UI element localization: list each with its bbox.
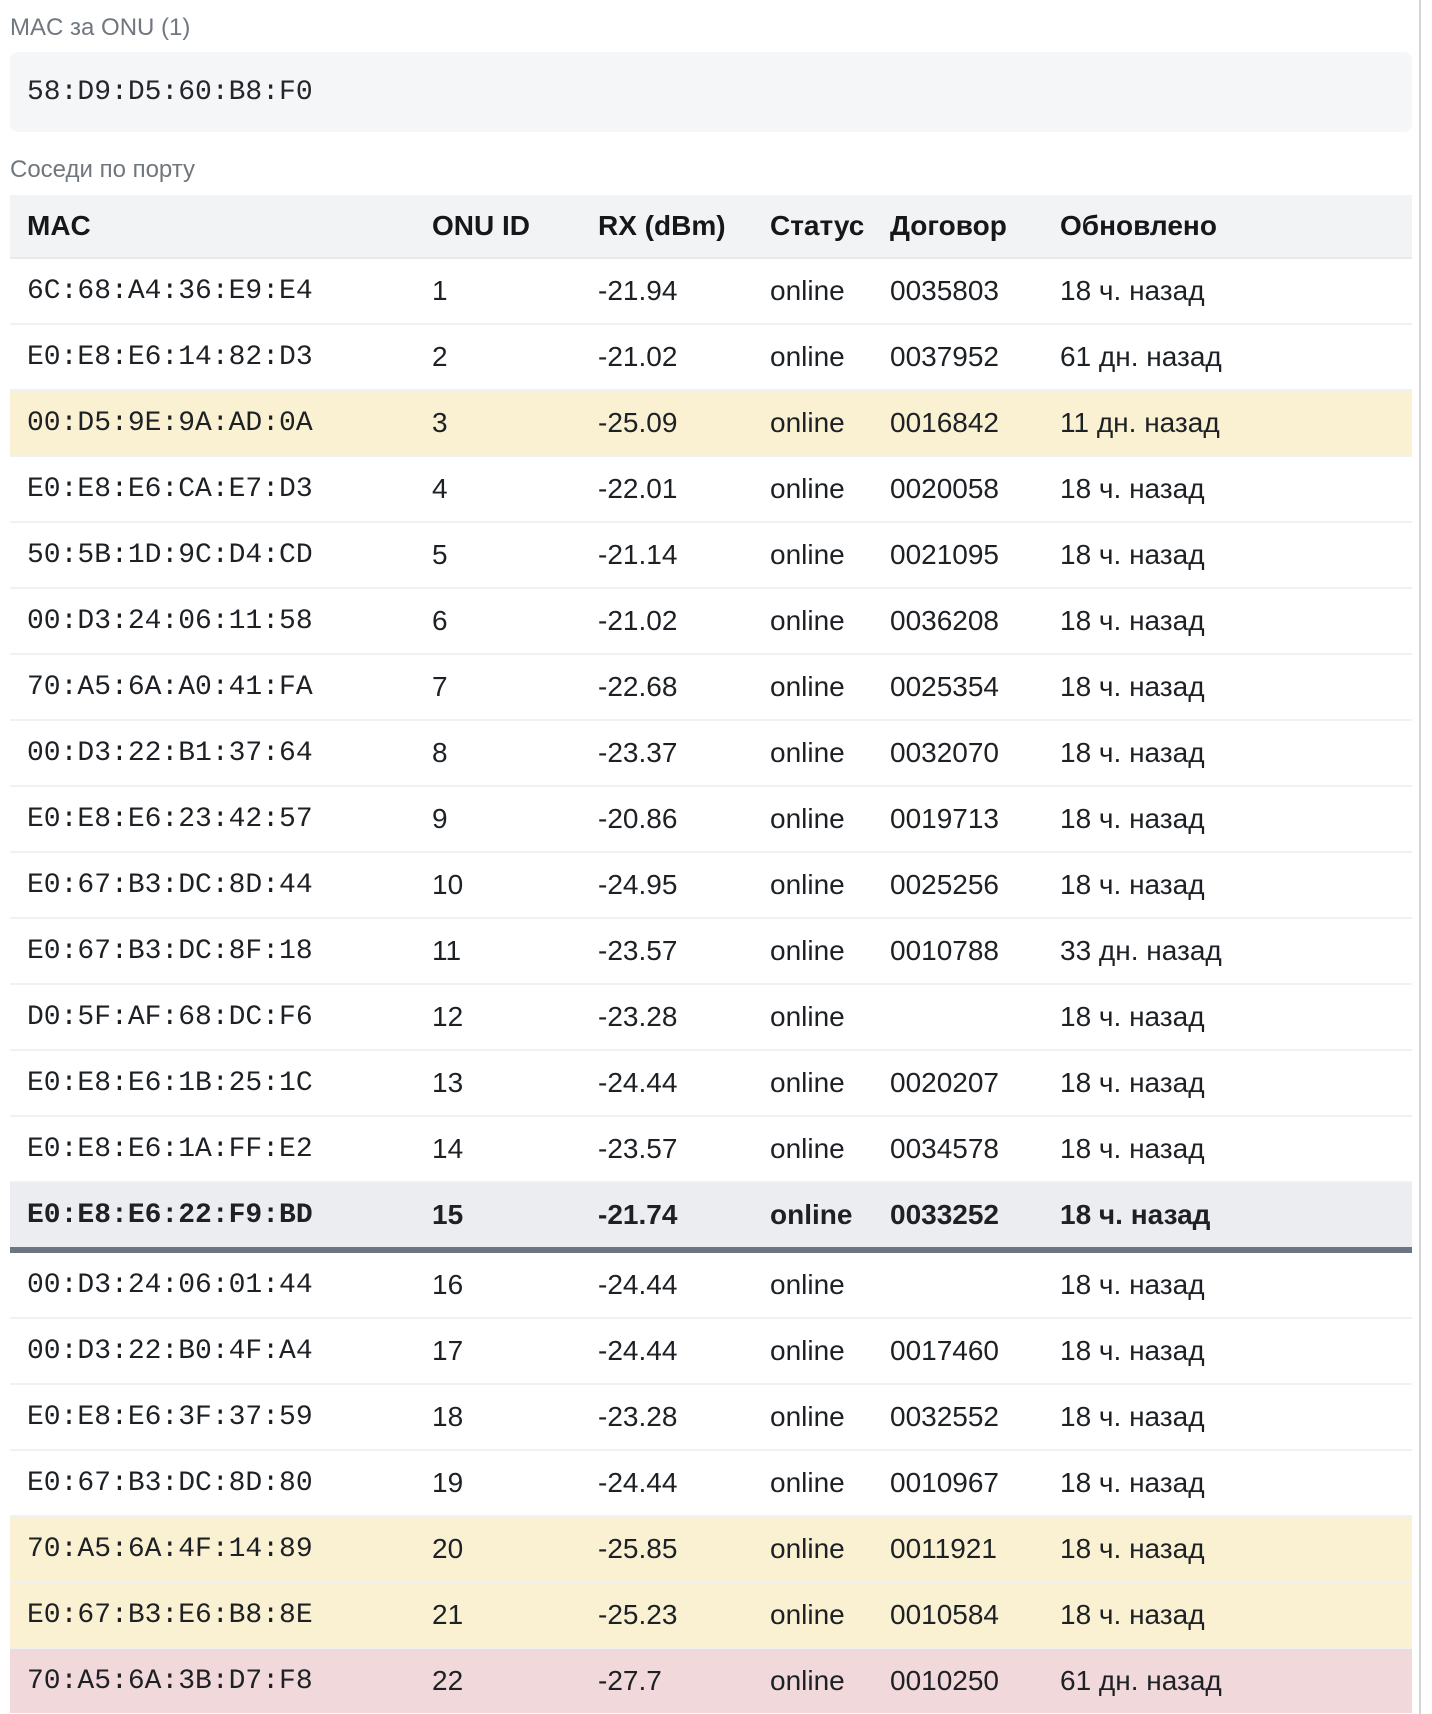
cell-onu-id: 3: [415, 390, 581, 456]
cell-contract: 0010788: [873, 918, 1043, 984]
neighbor-row[interactable]: [10, 1516, 1412, 1582]
cell-contract: [873, 1250, 1043, 1318]
cell-rx: -22.68: [581, 654, 753, 720]
cell-updated: 18 ч. назад: [1043, 1450, 1412, 1516]
cell-rx: -24.95: [581, 852, 753, 918]
cell-rx: -23.37: [581, 720, 753, 786]
cell-onu-id: 5: [415, 522, 581, 588]
page-right-divider: [1419, 0, 1421, 1714]
cell-status: online: [753, 1250, 873, 1318]
neighbor-row[interactable]: [10, 456, 1412, 522]
cell-contract: 0025354: [873, 654, 1043, 720]
neighbor-row[interactable]: [10, 588, 1412, 654]
cell-updated: 18 ч. назад: [1060, 275, 1205, 306]
neighbor-row[interactable]: [10, 1250, 1412, 1318]
cell-status: online: [753, 786, 873, 852]
cell-onu-id: 2: [415, 324, 581, 390]
cell-rx: -22.01: [581, 456, 753, 522]
cell-updated: 18 ч. назад: [1043, 654, 1412, 720]
mac-for-onu-box: [10, 52, 1412, 132]
cell-status: online: [770, 275, 845, 306]
cell-updated: 18 ч. назад: [1043, 1250, 1412, 1318]
cell-updated: 18 ч. назад: [1043, 1182, 1412, 1250]
mac-for-onu-value: 58:D9:D5:60:B8:F0: [27, 76, 313, 108]
cell-rx: -27.7: [581, 1648, 753, 1713]
cell-updated: 18 ч. назад: [1043, 1116, 1412, 1182]
cell-status: online: [753, 654, 873, 720]
column-header-onu-id: ONU ID: [415, 195, 581, 258]
cell-mac: E0:E8:E6:1B:25:1C: [10, 1050, 415, 1116]
neighbor-row[interactable]: [10, 1182, 1412, 1250]
cell-mac: E0:E8:E6:CA:E7:D3: [10, 456, 415, 522]
cell-contract: 0020207: [873, 1050, 1043, 1116]
cell-onu-id: 6: [415, 588, 581, 654]
cell-updated: 18 ч. назад: [1043, 1318, 1412, 1384]
cell-rx: -23.57: [581, 1116, 753, 1182]
cell-onu-id: 13: [415, 1050, 581, 1116]
cell-contract: 0037952: [873, 324, 1043, 390]
neighbors-table-body: [10, 258, 1412, 1713]
cell-mac: E0:E8:E6:22:F9:BD: [10, 1182, 415, 1250]
cell-status: online: [753, 1384, 873, 1450]
cell-onu-id: 18: [415, 1384, 581, 1450]
neighbor-row[interactable]: [10, 258, 1412, 324]
cell-mac: 00:D3:22:B0:4F:A4: [10, 1318, 415, 1384]
neighbor-row[interactable]: [10, 918, 1412, 984]
cell-mac: E0:E8:E6:3F:37:59: [10, 1384, 415, 1450]
column-header-status: Статус: [753, 195, 873, 258]
cell-contract: 0016842: [873, 390, 1043, 456]
cell-onu-id: 1: [432, 275, 448, 306]
neighbor-row[interactable]: [10, 522, 1412, 588]
neighbors-table: [10, 195, 1412, 1713]
cell-contract: 0017460: [873, 1318, 1043, 1384]
cell-status: online: [753, 1450, 873, 1516]
cell-rx: -25.85: [581, 1516, 753, 1582]
cell-onu-id: 16: [415, 1250, 581, 1318]
cell-status: online: [753, 1582, 873, 1648]
page-content: [10, 0, 1412, 1713]
cell-mac: E0:E8:E6:23:42:57: [10, 786, 415, 852]
neighbors-section-label: Соседи по порту: [10, 156, 196, 183]
column-header-contract: Договор: [873, 195, 1043, 258]
cell-mac: E0:67:B3:DC:8D:80: [10, 1450, 415, 1516]
cell-mac: 70:A5:6A:A0:41:FA: [10, 654, 415, 720]
cell-contract: 0032552: [873, 1384, 1043, 1450]
cell-contract: 0021095: [873, 522, 1043, 588]
cell-onu-id: 22: [415, 1648, 581, 1713]
cell-status: online: [753, 852, 873, 918]
cell-updated: 18 ч. назад: [1043, 786, 1412, 852]
cell-updated: 18 ч. назад: [1043, 1516, 1412, 1582]
cell-mac: E0:67:B3:DC:8F:18: [10, 918, 415, 984]
cell-rx: -24.44: [581, 1050, 753, 1116]
neighbor-row[interactable]: [10, 984, 1412, 1050]
cell-updated: 18 ч. назад: [1043, 456, 1412, 522]
cell-updated: 18 ч. назад: [1043, 984, 1412, 1050]
cell-onu-id: 20: [415, 1516, 581, 1582]
cell-updated: 33 дн. назад: [1043, 918, 1412, 984]
cell-rx: -24.44: [581, 1250, 753, 1318]
cell-onu-id: 15: [415, 1182, 581, 1250]
cell-updated: 18 ч. назад: [1043, 522, 1412, 588]
cell-contract: 0010584: [873, 1582, 1043, 1648]
cell-status: online: [753, 324, 873, 390]
cell-contract: 0035803: [890, 275, 1000, 306]
cell-rx: -25.23: [581, 1582, 753, 1648]
cell-updated: 18 ч. назад: [1043, 1384, 1412, 1450]
cell-onu-id: 8: [415, 720, 581, 786]
cell-onu-id: 9: [415, 786, 581, 852]
cell-status: online: [753, 522, 873, 588]
cell-rx: -23.28: [581, 1384, 753, 1450]
cell-onu-id: 17: [415, 1318, 581, 1384]
cell-rx: -21.74: [581, 1182, 753, 1250]
cell-status: online: [753, 1050, 873, 1116]
cell-contract: 0010967: [873, 1450, 1043, 1516]
cell-onu-id: 4: [415, 456, 581, 522]
cell-status: online: [753, 1182, 873, 1250]
cell-contract: 0019713: [873, 786, 1043, 852]
cell-onu-id: 14: [415, 1116, 581, 1182]
cell-status: online: [753, 1648, 873, 1713]
neighbor-row[interactable]: [10, 1318, 1412, 1384]
neighbor-row[interactable]: [10, 654, 1412, 720]
mac-for-onu-label: MAC за ONU (1): [10, 14, 191, 41]
cell-rx: -23.28: [581, 984, 753, 1050]
cell-status: online: [753, 720, 873, 786]
cell-onu-id: 10: [415, 852, 581, 918]
neighbor-row[interactable]: [10, 390, 1412, 456]
cell-mac: 70:A5:6A:3B:D7:F8: [10, 1648, 415, 1713]
cell-mac: 00:D3:24:06:11:58: [10, 588, 415, 654]
cell-mac: 00:D5:9E:9A:AD:0A: [10, 390, 415, 456]
cell-mac: 00:D3:22:B1:37:64: [10, 720, 415, 786]
cell-mac: 6C:68:A4:36:E9:E4: [27, 275, 313, 307]
cell-mac: 70:A5:6A:4F:14:89: [10, 1516, 415, 1582]
cell-contract: 0034578: [873, 1116, 1043, 1182]
neighbor-row[interactable]: [10, 1050, 1412, 1116]
cell-rx: -25.09: [581, 390, 753, 456]
column-header-mac: MAC: [10, 195, 415, 258]
cell-rx: -21.14: [581, 522, 753, 588]
neighbor-row[interactable]: [10, 1384, 1412, 1450]
cell-rx: -24.44: [581, 1318, 753, 1384]
neighbor-row[interactable]: [10, 1116, 1412, 1182]
cell-rx: -21.02: [581, 324, 753, 390]
cell-updated: 61 дн. назад: [1043, 324, 1412, 390]
cell-updated: 11 дн. назад: [1043, 390, 1412, 456]
cell-contract: [873, 984, 1043, 1050]
neighbors-table-header-row: [10, 195, 1412, 258]
cell-mac: D0:5F:AF:68:DC:F6: [10, 984, 415, 1050]
cell-contract: 0010250: [873, 1648, 1043, 1713]
cell-onu-id: 11: [415, 918, 581, 984]
column-header-rx: RX (dBm): [581, 195, 753, 258]
cell-mac: E0:67:B3:E6:B8:8E: [10, 1582, 415, 1648]
cell-contract: 0025256: [873, 852, 1043, 918]
cell-mac: E0:E8:E6:1A:FF:E2: [10, 1116, 415, 1182]
cell-mac: 50:5B:1D:9C:D4:CD: [10, 522, 415, 588]
cell-contract: 0020058: [873, 456, 1043, 522]
cell-rx: -21.02: [581, 588, 753, 654]
cell-status: online: [753, 1318, 873, 1384]
cell-updated: 18 ч. назад: [1043, 852, 1412, 918]
neighbor-row[interactable]: [10, 1582, 1412, 1648]
cell-onu-id: 12: [415, 984, 581, 1050]
neighbor-row[interactable]: [10, 1450, 1412, 1516]
cell-updated: 18 ч. назад: [1043, 1050, 1412, 1116]
cell-updated: 18 ч. назад: [1043, 720, 1412, 786]
cell-rx: -23.57: [581, 918, 753, 984]
cell-rx: -24.44: [581, 1450, 753, 1516]
cell-contract: 0036208: [873, 588, 1043, 654]
cell-status: online: [753, 1516, 873, 1582]
cell-updated: 18 ч. назад: [1043, 1582, 1412, 1648]
cell-contract: 0032070: [873, 720, 1043, 786]
cell-status: online: [753, 588, 873, 654]
cell-updated: 18 ч. назад: [1043, 588, 1412, 654]
cell-updated: 61 дн. назад: [1043, 1648, 1412, 1713]
neighbor-row[interactable]: [10, 1648, 1412, 1713]
column-header-updated: Обновлено: [1043, 195, 1412, 258]
cell-status: online: [753, 984, 873, 1050]
cell-mac: 00:D3:24:06:01:44: [10, 1250, 415, 1318]
neighbor-row[interactable]: [10, 786, 1412, 852]
cell-onu-id: 7: [415, 654, 581, 720]
cell-contract: 0011921: [873, 1516, 1043, 1582]
neighbor-row[interactable]: [10, 852, 1412, 918]
cell-onu-id: 21: [415, 1582, 581, 1648]
cell-mac: E0:67:B3:DC:8D:44: [10, 852, 415, 918]
cell-status: online: [753, 1116, 873, 1182]
cell-contract: 0033252: [873, 1182, 1043, 1250]
neighbor-row[interactable]: [10, 720, 1412, 786]
cell-rx: -20.86: [581, 786, 753, 852]
cell-mac: E0:E8:E6:14:82:D3: [10, 324, 415, 390]
cell-status: online: [753, 456, 873, 522]
neighbor-row[interactable]: [10, 324, 1412, 390]
cell-rx: -21.94: [598, 275, 678, 306]
cell-status: online: [753, 918, 873, 984]
cell-onu-id: 19: [415, 1450, 581, 1516]
cell-status: online: [753, 390, 873, 456]
